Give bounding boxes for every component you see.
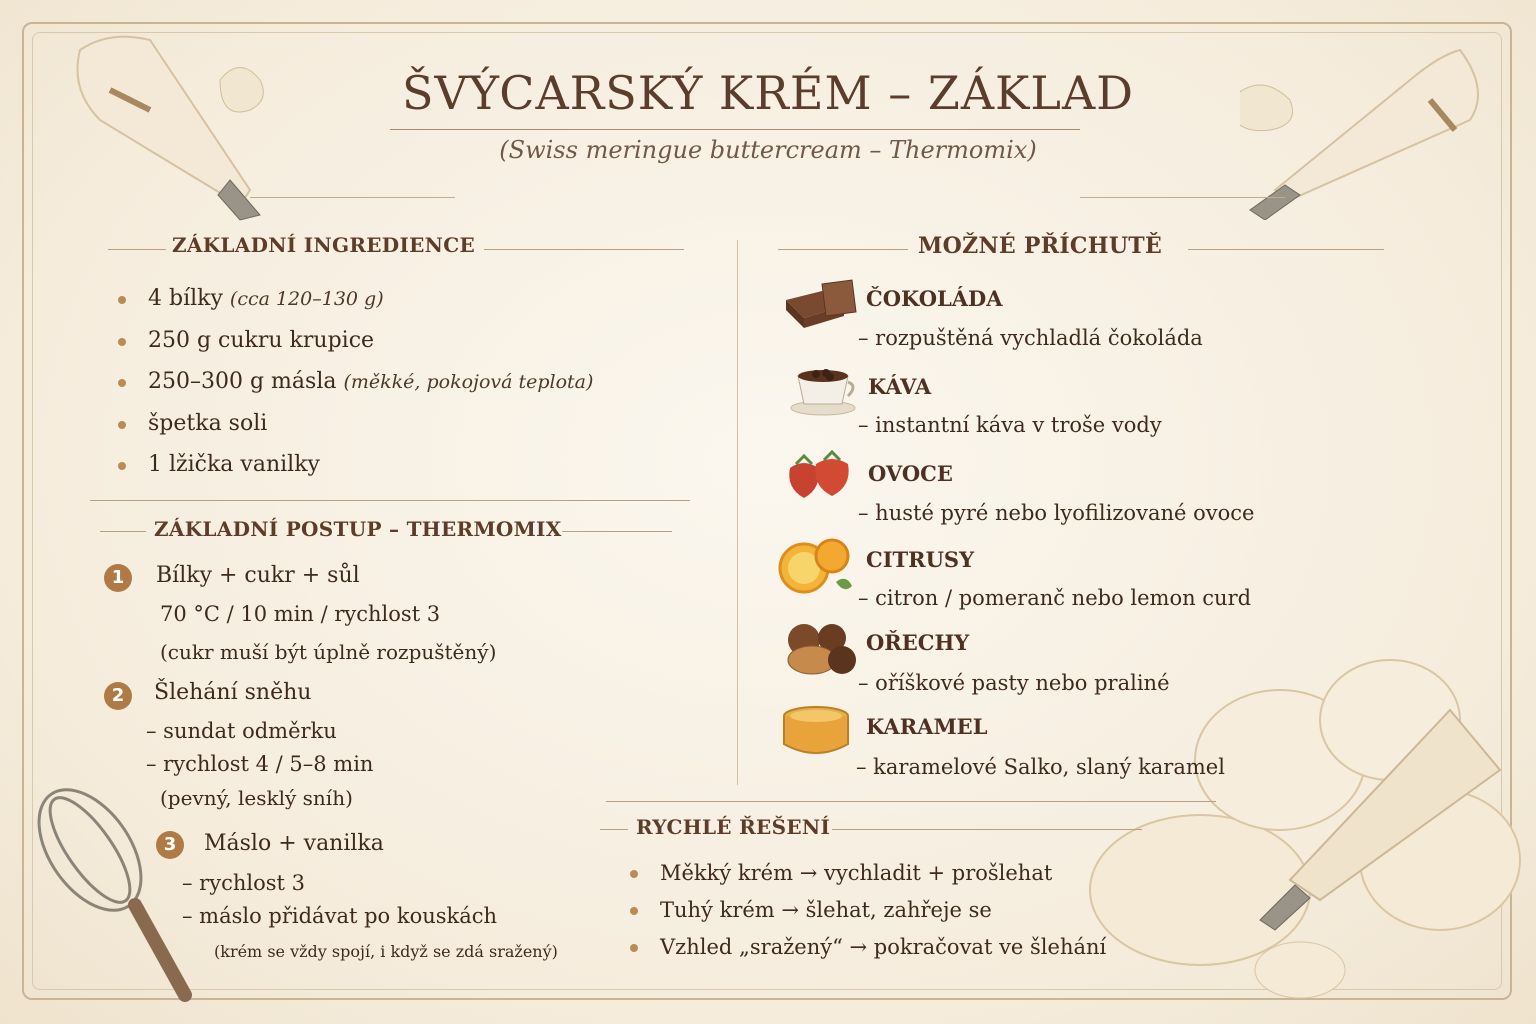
- heading-rule: [100, 531, 146, 532]
- list-item: [630, 932, 1106, 969]
- heading-rule: [832, 829, 1142, 830]
- flavor-name: KÁVA: [868, 374, 932, 399]
- ingredients-heading: ZÁKLADNÍ INGREDIENCE: [172, 233, 475, 257]
- strawberry-icon: [784, 450, 858, 500]
- flavor-description: – instantní káva v troše vody: [858, 413, 1162, 437]
- flavor-name: OVOCE: [868, 461, 953, 486]
- flavor-description: – oříškové pasty nebo praliné: [858, 671, 1170, 695]
- meringue-swirls-icon: [1060, 650, 1530, 1020]
- flavor-description: – karamelové Salko, slaný karamel: [856, 755, 1225, 779]
- step-detail: – rychlost 4 / 5–8 min: [146, 752, 374, 776]
- quick-fix-text: Tuhý krém → šlehat, zahřeje se: [660, 898, 992, 922]
- hazelnut-icon: [780, 618, 860, 678]
- step-detail: – sundat odměrku: [146, 719, 337, 743]
- flavor-name: ČOKOLÁDA: [866, 286, 1003, 311]
- heading-rule: [562, 531, 672, 532]
- step-number-badge: 2: [104, 682, 132, 710]
- ingredient-text: 1 lžička vanilky: [148, 452, 320, 477]
- step-title: Máslo + vanilka: [204, 831, 384, 856]
- step-note: (pevný, lesklý sníh): [160, 786, 353, 810]
- ingredient-text: 250–300 g másla: [148, 369, 337, 394]
- heading-rule: [1188, 249, 1384, 250]
- flavor-description: – husté pyré nebo lyofilizované ovoce: [858, 501, 1255, 525]
- heading-rule: [600, 829, 628, 830]
- bullet-icon: [118, 421, 126, 429]
- step-detail: – máslo přidávat po kouskách: [182, 904, 498, 928]
- subtitle-rule-right: [1080, 197, 1285, 198]
- list-item: [630, 858, 1106, 895]
- page-subtitle: (Swiss meringue buttercream – Thermomix): [499, 136, 1037, 164]
- flavor-description: – citron / pomeranč nebo lemon curd: [858, 586, 1252, 610]
- step-note: (cukr muší být úplně rozpuštěný): [160, 640, 497, 664]
- ingredient-note: (cca 120–130 g): [229, 288, 384, 310]
- flavor-name: OŘECHY: [866, 630, 970, 655]
- piping-bag-top-left-icon: [40, 20, 280, 230]
- step-detail: 70 °C / 10 min / rychlost 3: [160, 602, 441, 626]
- list-item: [118, 284, 593, 326]
- bullet-icon: [118, 462, 126, 470]
- step-detail: – rychlost 3: [182, 871, 305, 895]
- ingredient-text: 4 bílky: [148, 286, 223, 311]
- chocolate-icon: [782, 278, 858, 332]
- section-divider: [90, 500, 690, 501]
- subtitle-rule-left: [250, 197, 455, 198]
- bullet-icon: [118, 296, 126, 304]
- step-title: Bílky + cukr + sůl: [156, 563, 360, 588]
- whisk-icon: [10, 780, 210, 1020]
- list-item: [118, 367, 593, 409]
- flavor-name: KARAMEL: [866, 714, 988, 739]
- title-divider: [390, 129, 1080, 130]
- quick-fixes-list: [630, 858, 1106, 969]
- step-note: (krém se vždy spojí, i když se zdá sražený): [214, 942, 558, 961]
- column-divider: [737, 240, 738, 785]
- ingredient-text: 250 g cukru krupice: [148, 327, 375, 353]
- step-number-badge: 1: [104, 564, 132, 592]
- flavor-description: – rozpuštěná vychladlá čokoláda: [858, 326, 1203, 350]
- list-item: [118, 450, 593, 492]
- bullet-icon: [630, 907, 638, 915]
- flavor-name: CITRUSY: [866, 547, 975, 572]
- step-title: Šlehání sněhu: [154, 680, 312, 705]
- quick-fix-text: Vzhled „sražený“ → pokračovat ve šlehání: [660, 935, 1107, 959]
- list-item: [118, 326, 593, 368]
- ingredient-text: špetka soli: [148, 410, 268, 436]
- coffee-cup-icon: [790, 362, 860, 416]
- bullet-icon: [630, 870, 638, 878]
- orange-slice-icon: [776, 534, 860, 600]
- bullet-icon: [630, 944, 638, 952]
- list-item: [118, 409, 593, 451]
- quick-fixes-heading: RYCHLÉ ŘEŠENÍ: [636, 815, 831, 839]
- page-title: ŠVÝCARSKÝ KRÉM – ZÁKLAD: [401, 66, 1135, 120]
- quick-fix-text: Měkký krém → vychladit + prošlehat: [660, 861, 1053, 885]
- ingredients-list: [118, 284, 593, 492]
- heading-rule: [484, 249, 684, 250]
- flavors-heading: MOŽNÉ PŘÍCHUTĚ: [918, 233, 1163, 259]
- caramel-jar-icon: [776, 700, 858, 762]
- procedure-heading: ZÁKLADNÍ POSTUP – THERMOMIX: [154, 517, 562, 541]
- ingredient-note: (měkké, pokojová teplota): [343, 371, 594, 393]
- section-divider: [606, 801, 1216, 802]
- list-item: [630, 895, 1106, 932]
- bullet-icon: [118, 379, 126, 387]
- bullet-icon: [118, 338, 126, 346]
- piping-bag-top-right-icon: [1240, 30, 1500, 220]
- heading-rule: [108, 249, 166, 250]
- step-number-badge: 3: [156, 831, 184, 859]
- heading-rule: [778, 249, 908, 250]
